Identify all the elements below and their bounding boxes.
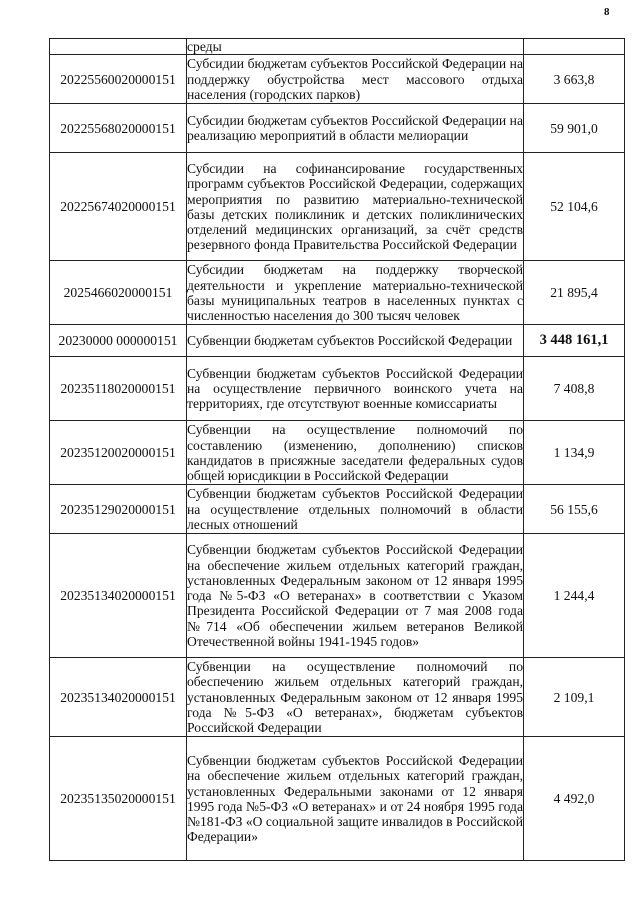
amount-cell: 1 244,4: [524, 534, 625, 658]
table-row: [50, 421, 625, 485]
budget-code-cell: 20235118020000151: [50, 357, 187, 421]
table-row: [50, 325, 625, 357]
amount-cell: [524, 39, 625, 55]
description-cell: Субвенции бюджетам субъектов Российской Федерации на обеспечение жильем отдельных категорий граждан, установленных Федеральными законами от 12 января 1995 года №5-ФЗ «О ветеранах» и от 24 ноября 1995 года №181-ФЗ «О социальной защите инвалидов в Российской Федерации»: [187, 737, 524, 861]
table-row: [50, 153, 625, 261]
table-row: [50, 39, 625, 55]
budget-code-cell: 20225674020000151: [50, 153, 187, 261]
table-row: [50, 55, 625, 104]
table-row: [50, 534, 625, 658]
amount-cell: 3 663,8: [524, 55, 625, 104]
budget-code-cell: [50, 39, 187, 55]
description-cell: Субвенции бюджетам субъектов Российской Федерации: [187, 325, 524, 357]
amount-total-cell: 3 448 161,1: [524, 325, 625, 357]
amount-cell: 21 895,4: [524, 261, 625, 325]
budget-code-cell: 20235134020000151: [50, 534, 187, 658]
amount-cell: 52 104,6: [524, 153, 625, 261]
amount-cell: 7 408,8: [524, 357, 625, 421]
budget-code-cell: 20235129020000151: [50, 485, 187, 534]
budget-code-cell: 20235135020000151: [50, 737, 187, 861]
budget-code-cell: 20230000 000000151: [50, 325, 187, 357]
description-cell: среды: [187, 39, 524, 55]
budget-code-cell: 20225568020000151: [50, 104, 187, 153]
table-row: [50, 658, 625, 737]
amount-cell: 2 109,1: [524, 658, 625, 737]
description-cell: Субвенции бюджетам субъектов Российской Федерации на осуществление отдельных полномочий в области лесных отношений: [187, 486, 523, 532]
budget-code-cell: 20225560020000151: [50, 55, 187, 104]
amount-cell: 4 492,0: [524, 737, 625, 861]
table-row: [50, 261, 625, 325]
budget-code-cell: 20235120020000151: [50, 421, 187, 485]
table-row: [50, 485, 625, 534]
description-cell: Субсидии бюджетам субъектов Российской Федерации на реализацию мероприятий в области мелиорации: [187, 104, 524, 153]
amount-cell: 1 134,9: [524, 421, 625, 485]
description-cell: Субсидии на софинансирование государственных программ субъектов Российской Федерации, содержащих мероприятия по развитию материально-технической базы детских поликлиник и детских поликлинических отделений медицинских организаций, за счёт средств резервного фонда Правительства Российской Федерации: [187, 153, 524, 261]
budget-code-cell: 20235134020000151: [50, 658, 187, 737]
budget-table: [49, 38, 625, 861]
description-cell: Субвенции бюджетам субъектов Российской Федерации на обеспечение жильем отдельных категорий граждан, установленных Федеральным законом от 12 января 1995 года №5-ФЗ «О ветеранах» в соответствии с Указом Президента Российской Федерации от 7 мая 2008 года №714 «Об обеспечении жильем ветеранов Великой Отечественной войны 1941-1945 годов»: [187, 534, 524, 658]
description-cell: Субсидии бюджетам на поддержку творческой деятельности и укрепление материально-технической базы муниципальных театров в населенных пунктах с численностью населения до 300 тысяч человек: [187, 262, 523, 324]
page-number: 8: [604, 6, 610, 18]
description-cell: Субвенции на осуществление полномочий по составлению (изменению, дополнению) списков кандидатов в присяжные заседатели федеральных судов общей юрисдикции в Российской Федерации: [187, 422, 523, 484]
budget-code-cell: 2025466020000151: [50, 261, 187, 325]
table-row: [50, 357, 625, 421]
description-cell: Субвенции бюджетам субъектов Российской Федерации на осуществление первичного воинского учета на территориях, где отсутствуют военные комиссариаты: [187, 357, 524, 421]
table-row: [50, 104, 625, 153]
table-row: [50, 737, 625, 861]
description-cell: Субсидии бюджетам субъектов Российской Федерации на поддержку обустройства мест массового отдыха населения (городских парков): [187, 56, 523, 102]
amount-cell: 59 901,0: [524, 104, 625, 153]
description-cell: Субвенции на осуществление полномочий по обеспечению жильем отдельных категорий граждан, установленных Федеральным законом от 12 января 1995 года №5-ФЗ «О ветеранах», бюджетам субъектов Российской Федерации: [187, 659, 523, 736]
amount-cell: 56 155,6: [524, 485, 625, 534]
